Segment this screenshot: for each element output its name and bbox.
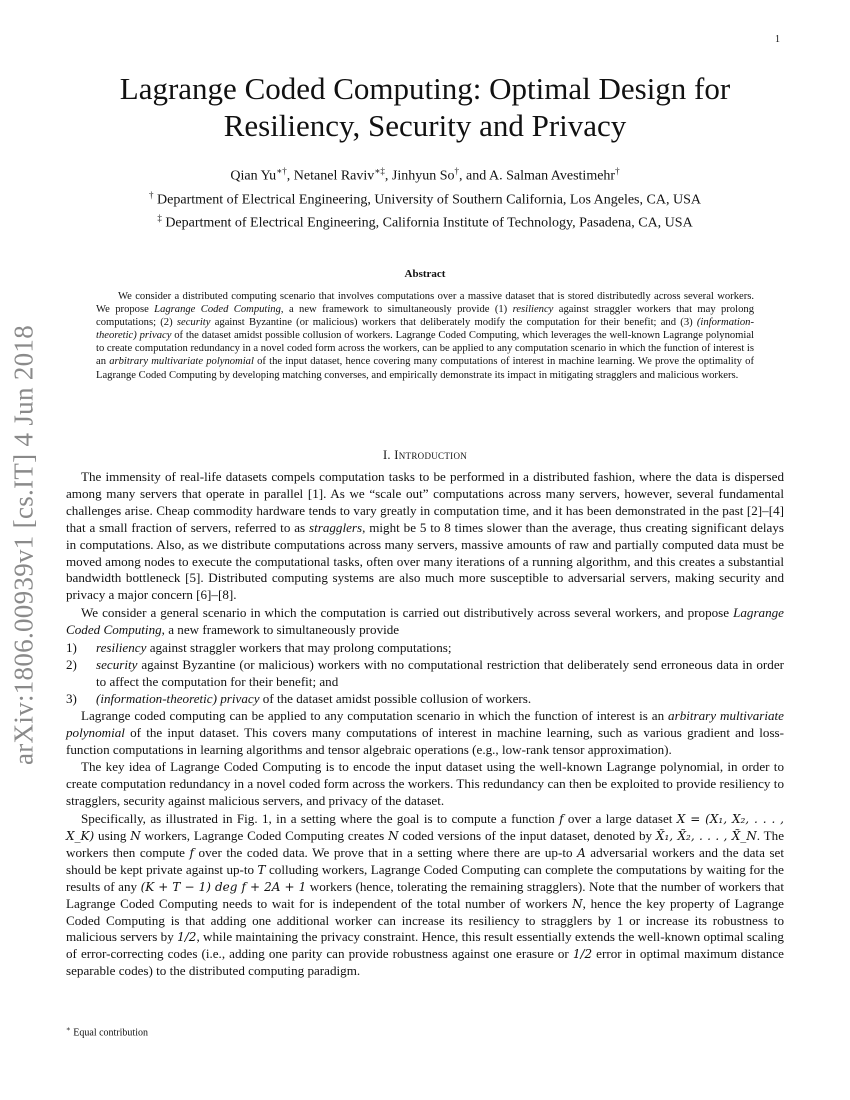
- author-name: Jinhyun So: [391, 168, 455, 184]
- paragraph: Lagrange coded computing can be applied to any computation scenario in which the function of interest is an arbitrary multivariate polynomial of the input dataset. This covers many computations of interest in machine learning, such as various gradient and loss-function computations in learning algorithms and tensor algebraic operations (e.g., low-rank tensor approximation).: [66, 707, 784, 757]
- section-heading-introduction: I. Introduction: [382, 448, 468, 462]
- page-number: 1: [775, 34, 780, 45]
- author-name: and A. Salman Avestimehr: [466, 168, 616, 184]
- list-item: 1) resiliency against straggler workers that may prolong computations;: [66, 640, 452, 656]
- footnote-text: Equal contribution: [73, 1027, 148, 1039]
- paragraph: We consider a general scenario in which the computation is carried out distributively across several workers, and propose Lagrange Coded Computing, a new framework to simultaneously provide: [66, 605, 784, 638]
- abstract-paragraph: We consider a distributed computing scenario that involves computations over a massive dataset that is stored distributedly across several workers. We propose Lagrange Coded Computing, a new framework to simultaneously provide (1) resiliency against straggler workers that may prolong computations; (2) security against Byzantine (or malicious) workers that deliberately modify the computation for their benefit; and (3) (information-theoretic) privacy of the dataset amidst possible collusion of workers. Lagrange Coded Computing, which leverages the well-known Lagrange polynomial to create computation redundancy in a novel coded form across the workers, can be applied to any computation scenario in which the function of interest is an arbitrary multivariate polynomial of the input dataset, hence covering many computations of interest in machine learning. We prove the optimality of Lagrange Coded Computing by developing matching converses, and empirically demonstrate its impact in mitigating stragglers and malicious workers.: [96, 291, 755, 381]
- author-mark: †: [615, 166, 620, 176]
- footnote: [66, 1025, 148, 1038]
- paragraph: Specifically, as illustrated in Fig. 1, in a setting where the goal is to compute a function f over a large dataset X = (X₁, X₂, . . . , X_K) using N workers, Lagrange Coded Computing creates N coded versions of the input dataset, denoted by X̃₁, X̃₂, . . . , X̃_N. The workers then compute f over the coded data. We prove that in a setting where there are up-to A adversarial workers and the data set should be kept private against up-to T colluding workers, Lagrange Coded Computing can complete the computations by waiting for the results of any (K + T − 1) deg f + 2A + 1 workers (hence, tolerating the remaining stragglers). Note that the number of workers that Lagrange Coded Computing needs to wait for is independent of the total number of workers N, hence the key property of Lagrange Coded Computing is that adding one additional worker can increase its resiliency to stragglers by 1 or increase its robustness to malicious servers by 1/2, while maintaining the privacy constraint. Hence, this result essentially extends the well-known optimal scaling of error-correcting codes (i.e., adding one parity can provide robustness against one erasure or 1/2 error in optimal maximum distance separable codes) to the distributed computing paradigm.: [66, 811, 785, 979]
- paragraph: The immensity of real-life datasets compels computation tasks to be performed in a distributed fashion, where the data is dispersed among many servers that operate in parallel [1]. As we “scale out” computations across many servers, however, several fundamental challenges arise. Cheap commodity hardware tends to vary greatly in computation time, and it has been demonstrated in the past [2]–[4] that a small fraction of servers, referred to as stragglers, might be 5 to 8 times slower than the average, thus creating significant delays in computations. Also, as we distribute computations across many servers, massive amounts of raw and partially computed data must be moved among nodes to execute the computational tasks, often over many iterations of a running algorithm, and this creates a substantial bandwidth bottleneck [5]. Distributed computing systems are also much more susceptible to adversarial servers, making security and privacy a major concern [6]–[8].: [66, 469, 785, 603]
- abstract-body: [96, 290, 754, 382]
- introduction-body: [66, 469, 784, 981]
- paper-title: Lagrange Coded Computing: Optimal Design for Resiliency, Security and Privacy: [119, 71, 731, 143]
- author-name: Qian Yu: [230, 168, 277, 184]
- author-name: Netanel Raviv: [293, 168, 375, 184]
- list-item: 3) (information-theoretic) privacy of the dataset amidst possible collusion of workers.: [66, 690, 532, 706]
- contribution-list: [66, 640, 784, 708]
- author-mark: †: [454, 166, 460, 176]
- arxiv-identifier-text: arXiv:1806.00939v1 [cs.IT] 4 Jun 2018: [8, 324, 39, 766]
- affiliation-usc: † Department of Electrical Engineering, University of Southern California, Los Angeles, CA, USA: [149, 189, 701, 208]
- author-block: [80, 162, 770, 233]
- author-mark: ∗†: [276, 166, 287, 176]
- author-list: Qian Yu∗†, Netanel Raviv∗‡, Jinhyun So†, and A. Salman Avestimehr†: [230, 166, 620, 184]
- paragraph: The key idea of Lagrange Coded Computing is to encode the input dataset using the well-known Lagrange polynomial, in order to create computation redundancy in a novel coded form across the workers. This redundancy can then be exploited to provide resiliency to stragglers, security against malicious servers, and privacy of the dataset.: [66, 759, 784, 809]
- author-mark: ∗‡: [374, 166, 385, 176]
- footnote-mark: ∗: [66, 1025, 71, 1033]
- affiliation-caltech: ‡ Department of Electrical Engineering, California Institute of Technology, Pasadena, CA, USA: [157, 213, 693, 231]
- abstract-heading: Abstract: [404, 268, 446, 280]
- list-item: 2) security against Byzantine (or malicious) workers with no computational restriction that deliberately send erroneous data in order to affect the computation for their benefit; and: [66, 656, 784, 689]
